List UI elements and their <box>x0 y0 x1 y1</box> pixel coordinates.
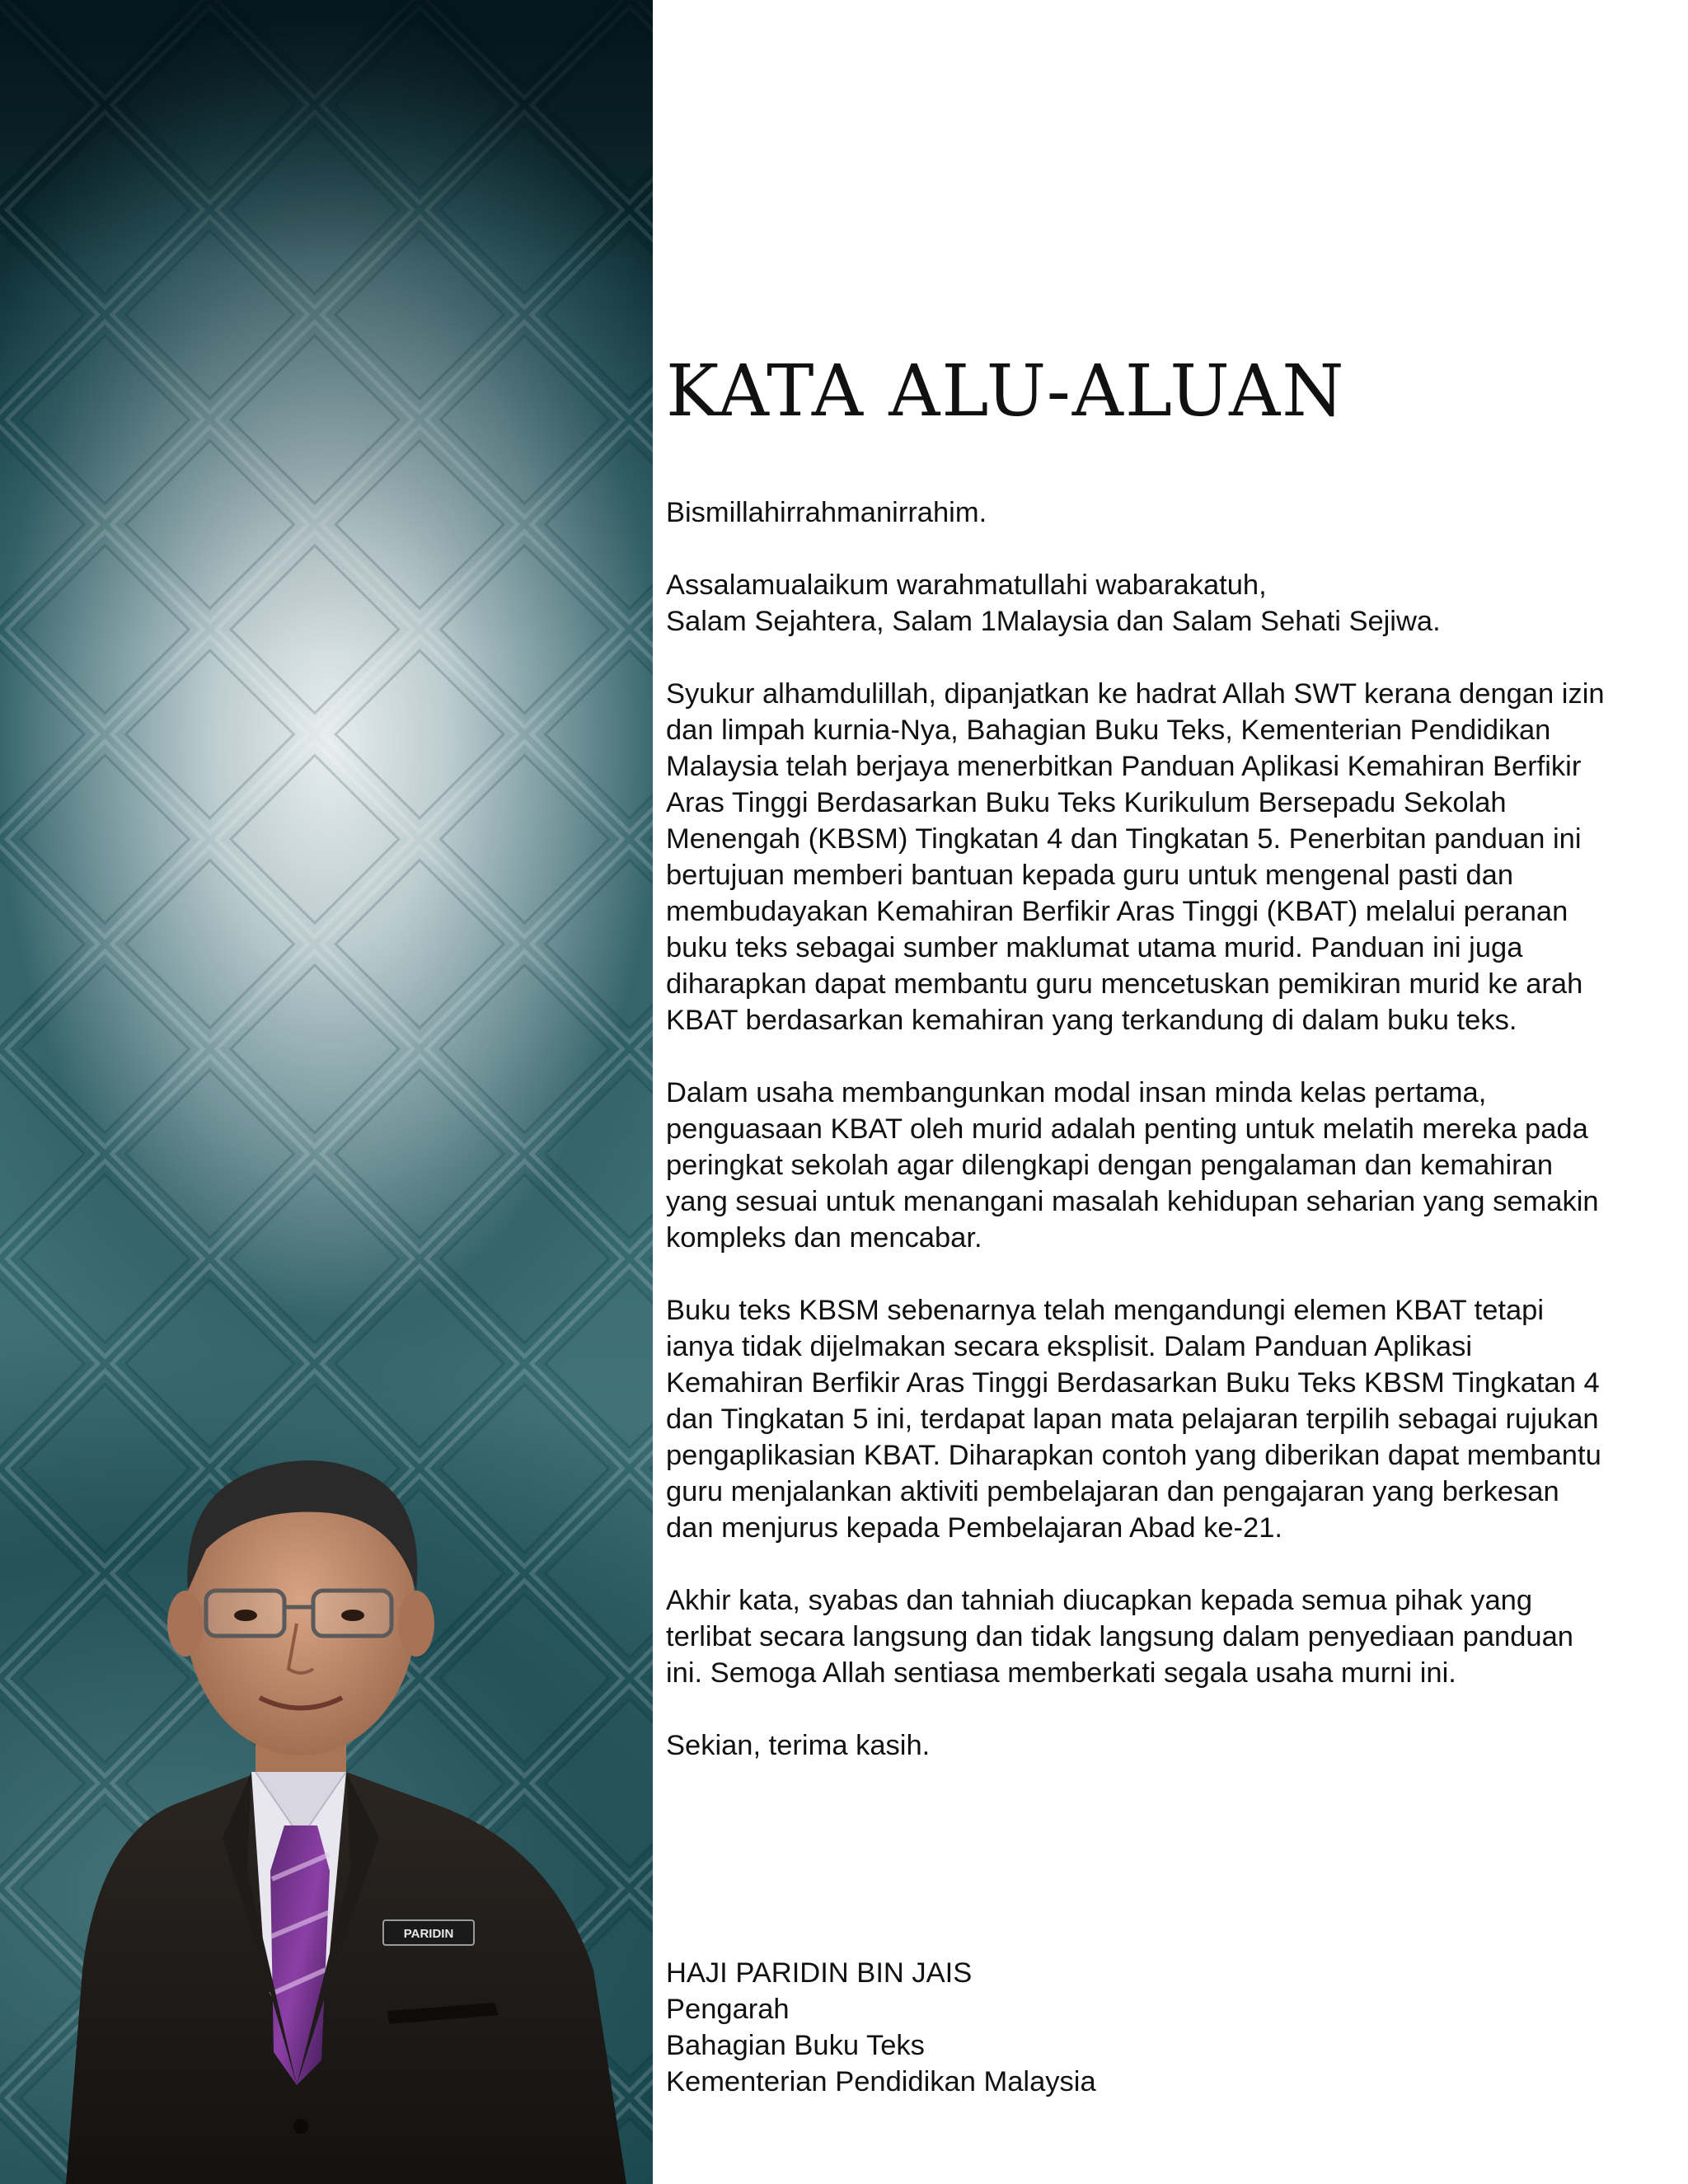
paragraph-1: Syukur alhamdulillah, dipanjatkan ke hadrat Allah SWT kerana dengan izin dan limpah kurnia-Nya, Bahagian Buku Teks, Kementerian Pendidikan Malaysia telah berjaya menerbitkan Panduan Aplikasi Kemahiran Berfikir Aras Tinggi Berdasarkan Buku Teks Kurikulum Bersepadu Sekolah Menengah (KBSM) Tingkatan 4 dan Tingkatan 5. Penerbitan panduan ini bertujuan memberi bantuan kepada guru untuk mengenal pasti dan membudayakan Kemahiran Berfikir Aras Tinggi (KBAT) melalui peranan buku teks sebagai sumber maklumat utama murid. Panduan ini juga diharapkan dapat membantu guru mencetuskan pemikiran murid ke arah KBAT berdasarkan kemahiran yang terkandung di dalam buku teks. <box>666 678 1605 1036</box>
paragraph-4: Akhir kata, syabas dan tahniah diucapkan kepada semua pihak yang terlibat secara langsung dan tidak langsung dalam penyediaan panduan ini. Semoga Allah sentiasa memberkati segala usaha murni ini. <box>666 1585 1573 1689</box>
letter-content <box>666 0 1663 2184</box>
page-title: KATA ALU-ALUAN <box>666 350 1346 433</box>
signatory-name: HAJI PARIDIN BIN JAIS <box>666 1957 973 1989</box>
letter-body <box>666 494 1614 1800</box>
signatory-ministry: Kementerian Pendidikan Malaysia <box>666 2066 1096 2097</box>
opening-greeting: Bismillahirrahmanirrahim. <box>666 497 987 528</box>
name-badge-label: PARIDIN <box>403 1927 454 1941</box>
closing-line: Sekian, terima kasih. <box>666 1730 931 1761</box>
signature-block <box>666 1955 1096 2100</box>
left-decorative-panel <box>0 0 653 2184</box>
signatory-position: Pengarah <box>666 1994 790 2025</box>
salutation-line-1: Assalamualaikum warahmatullahi wabarakatuh, <box>666 569 1267 601</box>
paragraph-2: Dalam usaha membangunkan modal insan minda kelas pertama, penguasaan KBAT oleh murid adalah penting untuk melatih mereka pada peringkat sekolah agar dilengkapi dengan pengalaman dan kemahiran yang sesuai untuk menangani masalah kehidupan seharian yang semakin kompleks dan mencabar. <box>666 1077 1599 1254</box>
portrait-photo <box>49 1343 643 2184</box>
signatory-division: Bahagian Buku Teks <box>666 2030 925 2061</box>
salutation-line-2: Salam Sejahtera, Salam 1Malaysia dan Salam Sehati Sejiwa. <box>666 606 1441 637</box>
paragraph-3: Buku teks KBSM sebenarnya telah mengandungi elemen KBAT tetapi ianya tidak dijelmakan secara eksplisit. Dalam Panduan Aplikasi Kemahiran Berfikir Aras Tinggi Berdasarkan Buku Teks KBSM Tingkatan 4 dan Tingkatan 5 ini, terdapat lapan mata pelajaran terpilih sebagai rujukan pengaplikasian KBAT. Diharapkan contoh yang diberikan dapat membantu guru menjalankan aktiviti pembelajaran dan pengajaran yang berkesan dan menjurus kepada Pembelajaran Abad ke-21. <box>666 1295 1601 1544</box>
